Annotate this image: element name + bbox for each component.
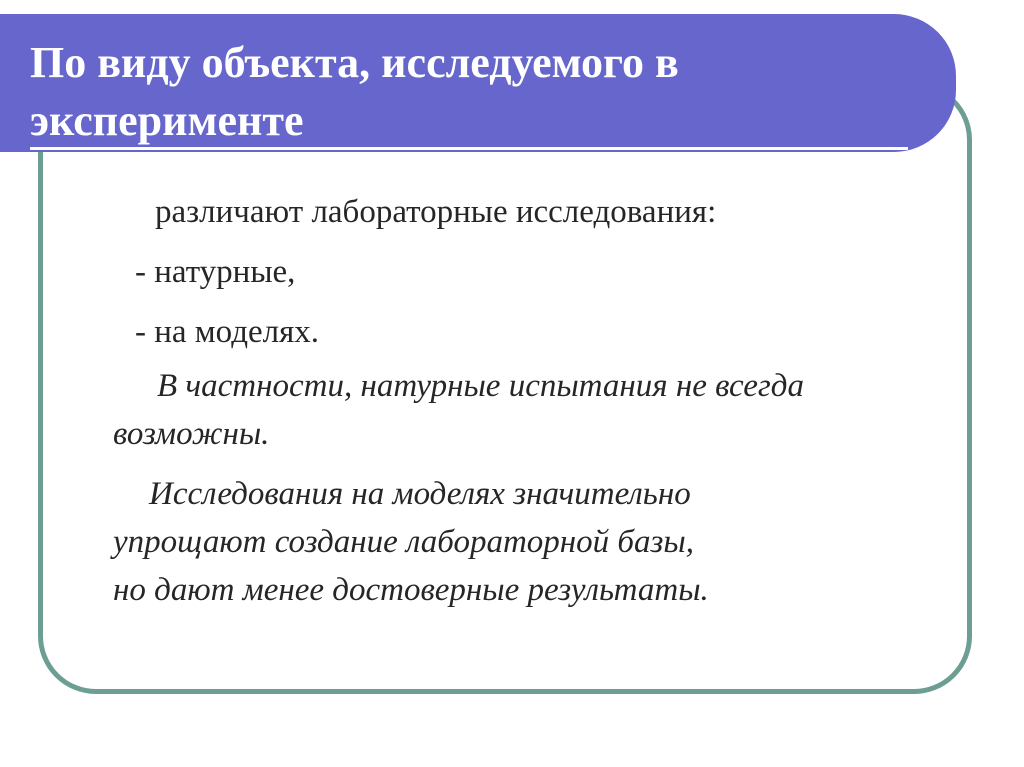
- title-underline: [30, 147, 908, 150]
- title-line-2: эксперименте: [30, 96, 304, 145]
- list-item-natural: - натурные,: [135, 254, 296, 290]
- slide-body: [113, 188, 953, 614]
- paragraph-2-line-1: Исследования на моделях значительно: [149, 476, 691, 512]
- title-bar: [0, 14, 956, 152]
- paragraph-1-line-1: В частности, натурные испытания не всегда: [157, 368, 804, 404]
- title-line-1: По виду объекта, исследуемого в: [30, 38, 679, 87]
- paragraph-model-studies: [113, 470, 953, 614]
- slide-title: [30, 34, 930, 150]
- paragraph-2-line-2: упрощают создание лабораторной базы,: [113, 524, 694, 560]
- intro-text: различают лабораторные исследования:: [155, 194, 717, 230]
- paragraph-2-line-3: но дают менее достоверные результаты.: [113, 572, 709, 608]
- paragraph-natural-tests: [113, 362, 953, 458]
- list-item-models: - на моделях.: [135, 314, 320, 350]
- paragraph-1-line-2: возможны.: [113, 416, 270, 452]
